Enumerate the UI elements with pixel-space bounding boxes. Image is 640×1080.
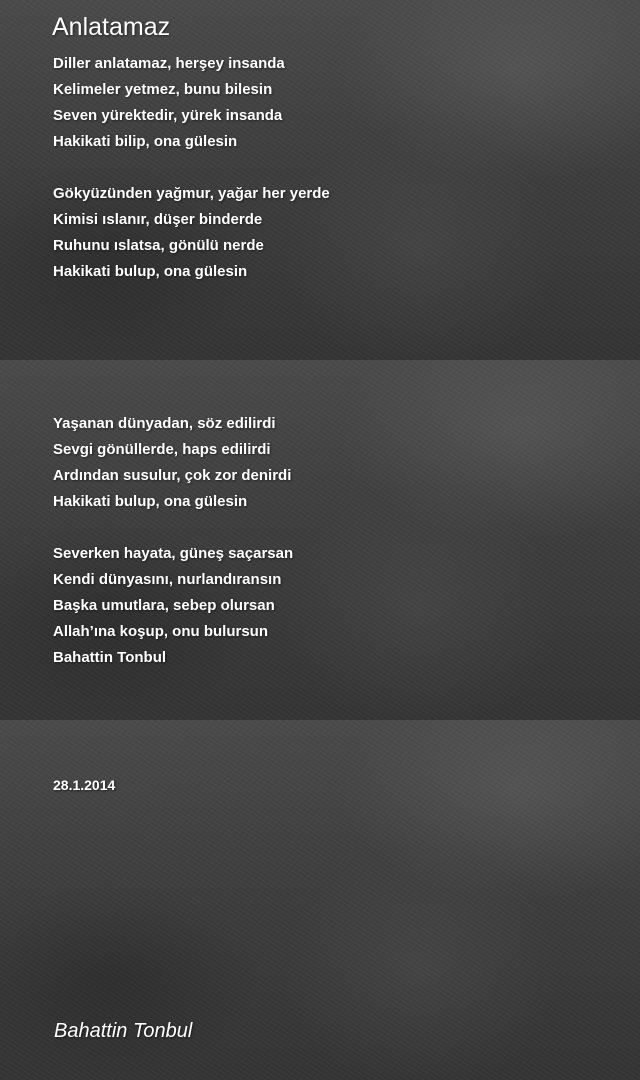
poem-line: Bahattin Tonbul: [53, 649, 167, 666]
poem-line: Kendi dünyasını, nurlandıransın: [53, 571, 282, 588]
poem-line: Hakikati bulup, ona gülesin: [53, 263, 248, 280]
poem-line: Allah’ına koşup, onu bulursun: [53, 623, 269, 640]
poem-line: Kelimeler yetmez, bunu bilesin: [53, 81, 273, 98]
poem-line: Seven yürektedir, yürek insanda: [53, 107, 283, 124]
poem-line: Ruhunu ıslatsa, gönülü nerde: [53, 237, 264, 254]
poem-line: Sevgi gönüllerde, haps edilirdi: [53, 441, 271, 458]
poem-line: Hakikati bilip, ona gülesin: [53, 133, 238, 150]
poem-line: Başka umutlara, sebep olursan: [53, 597, 275, 614]
poem-date: 28.1.2014: [53, 777, 116, 793]
poem-line: Kimisi ıslanır, düşer binderde: [53, 211, 263, 228]
stanza-4: [53, 541, 293, 671]
poem-line: Hakikati bulup, ona gülesin: [53, 493, 248, 510]
poem-line: Yaşanan dünyadan, söz edilirdi: [53, 415, 276, 432]
poem-card-3: [0, 720, 640, 1080]
poem-line: Diller anlatamaz, herşey insanda: [53, 55, 285, 72]
stanza-2: [53, 181, 330, 285]
poem-title: Anlatamaz: [52, 13, 171, 41]
poem-line: Ardından susulur, çok zor denirdi: [53, 467, 292, 484]
stanza-3: [53, 411, 291, 515]
poem-card-1: [0, 0, 640, 360]
poem-line: Gökyüzünden yağmur, yağar her yerde: [53, 185, 330, 202]
poem-line: Severken hayata, güneş saçarsan: [53, 545, 294, 562]
stanza-1: [53, 51, 285, 155]
poem-card-2: [0, 360, 640, 720]
author-signature: Bahattin Tonbul: [54, 1020, 193, 1042]
